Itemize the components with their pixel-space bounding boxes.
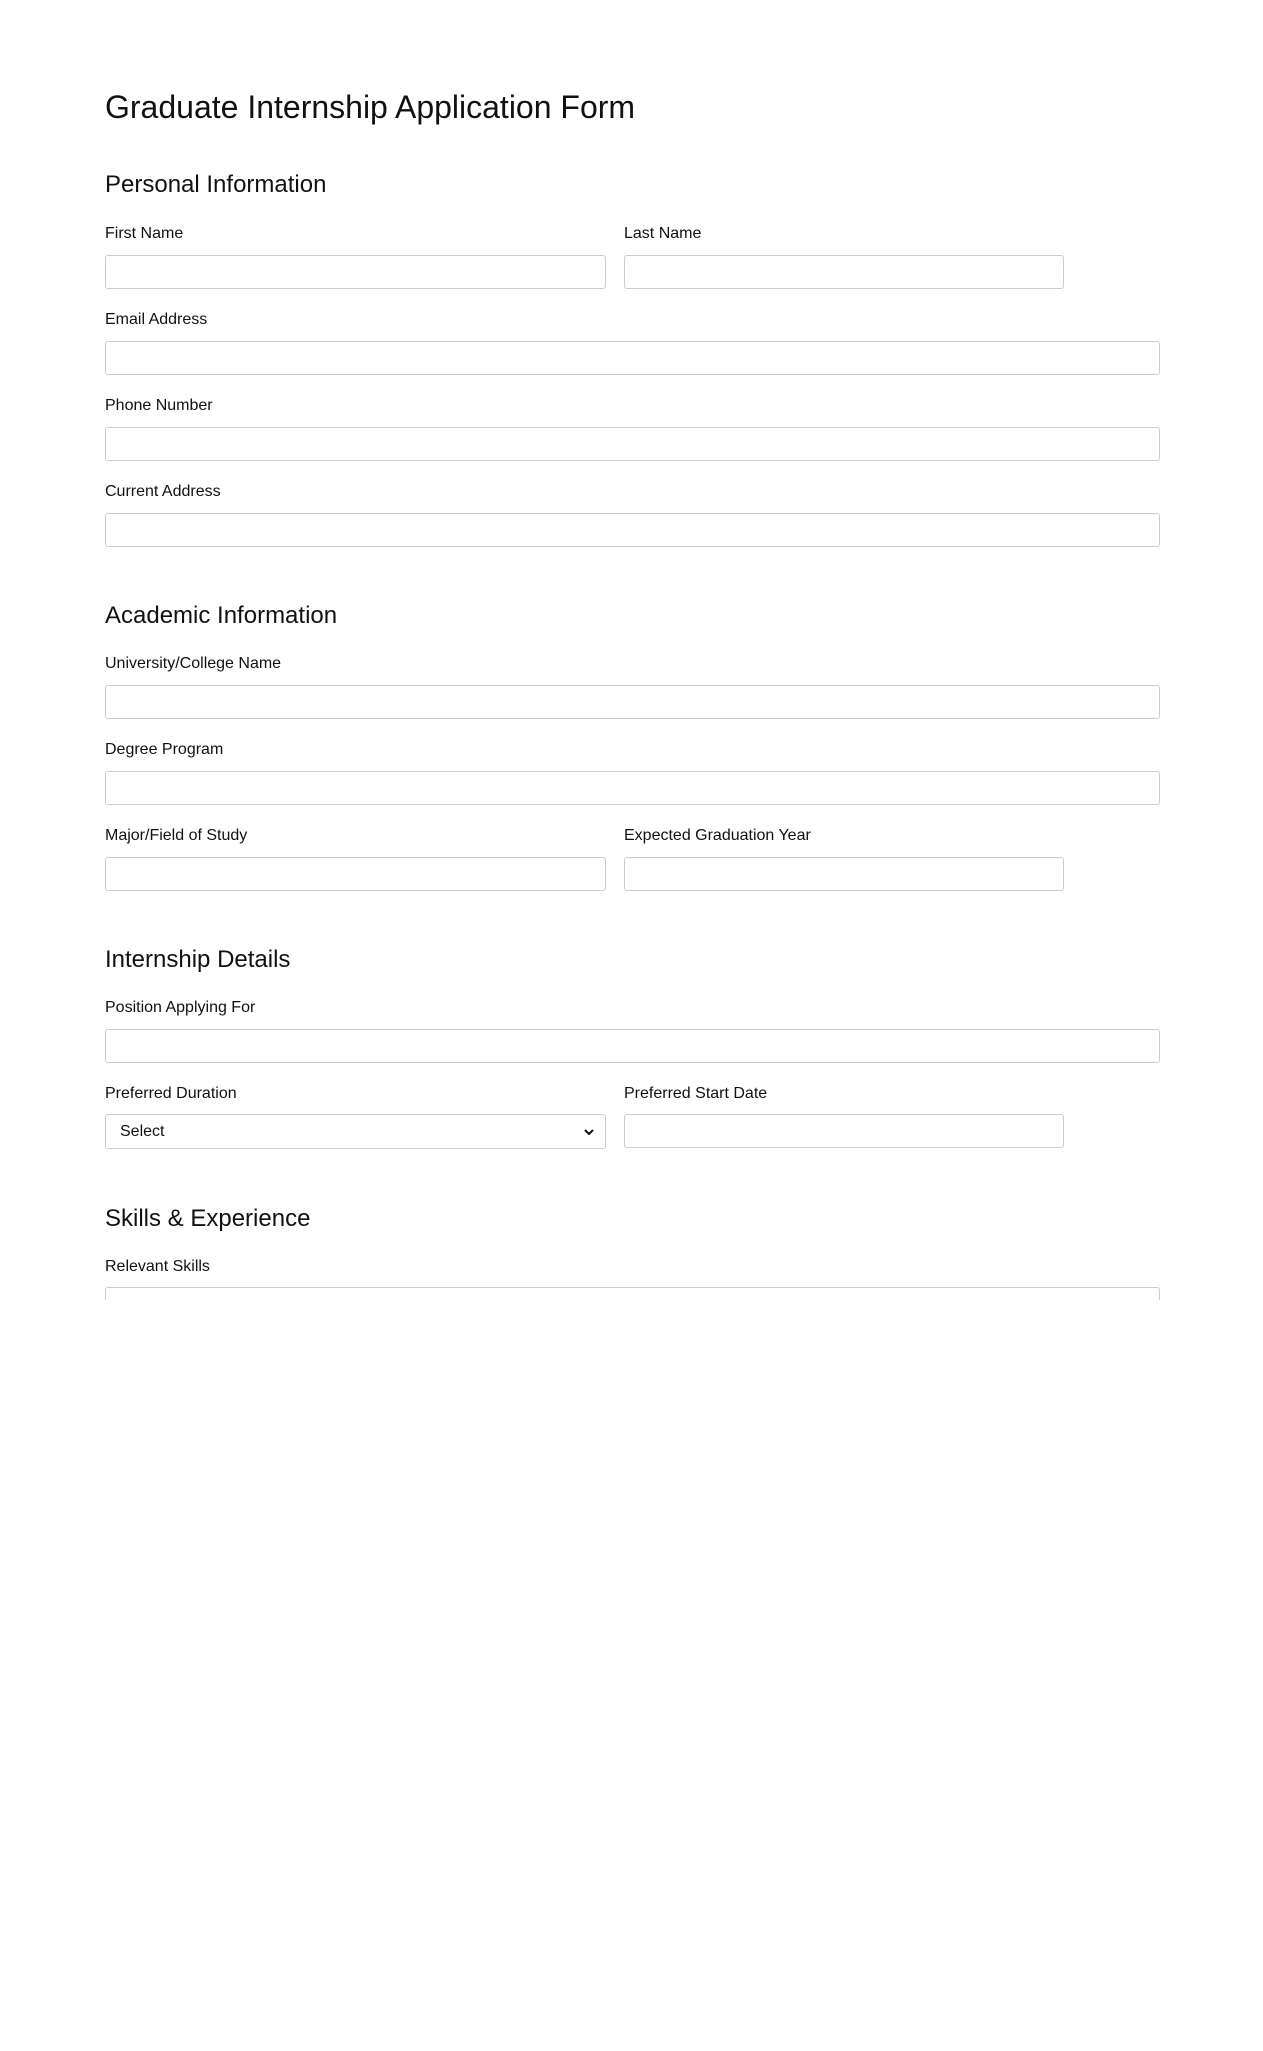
major-input[interactable] <box>105 857 606 891</box>
last-name-label: Last Name <box>624 225 702 242</box>
email-label: Email Address <box>105 311 208 328</box>
start-date-input[interactable] <box>624 1114 1064 1148</box>
duration-label: Preferred Duration <box>105 1085 237 1102</box>
first-name-label: First Name <box>105 225 184 242</box>
university-label: University/College Name <box>105 655 282 672</box>
email-input[interactable] <box>105 341 1160 375</box>
duration-select[interactable] <box>105 1114 606 1149</box>
relevant-skills-textarea[interactable] <box>105 1287 1160 1300</box>
page-title: Graduate Internship Application Form <box>105 89 636 125</box>
university-input[interactable] <box>105 685 1160 719</box>
start-date-label: Preferred Start Date <box>624 1085 768 1102</box>
section-heading-internship-details: Internship Details <box>105 946 291 973</box>
degree-program-input[interactable] <box>105 771 1160 805</box>
major-label: Major/Field of Study <box>105 827 248 844</box>
current-address-input[interactable] <box>105 513 1160 547</box>
duration-selected-value: Select <box>120 1122 165 1140</box>
chevron-down-icon <box>583 1126 595 1138</box>
position-input[interactable] <box>105 1029 1160 1063</box>
phone-label: Phone Number <box>105 397 213 414</box>
phone-input[interactable] <box>105 427 1160 461</box>
current-address-label: Current Address <box>105 483 221 500</box>
relevant-skills-label: Relevant Skills <box>105 1258 210 1275</box>
section-heading-skills-experience: Skills & Experience <box>105 1205 311 1232</box>
section-heading-academic-information: Academic Information <box>105 602 338 629</box>
graduation-year-input[interactable] <box>624 857 1064 891</box>
first-name-input[interactable] <box>105 255 606 289</box>
graduation-year-label: Expected Graduation Year <box>624 827 811 844</box>
last-name-input[interactable] <box>624 255 1064 289</box>
degree-program-label: Degree Program <box>105 741 224 758</box>
position-label: Position Applying For <box>105 999 256 1016</box>
section-heading-personal-information: Personal Information <box>105 171 327 198</box>
